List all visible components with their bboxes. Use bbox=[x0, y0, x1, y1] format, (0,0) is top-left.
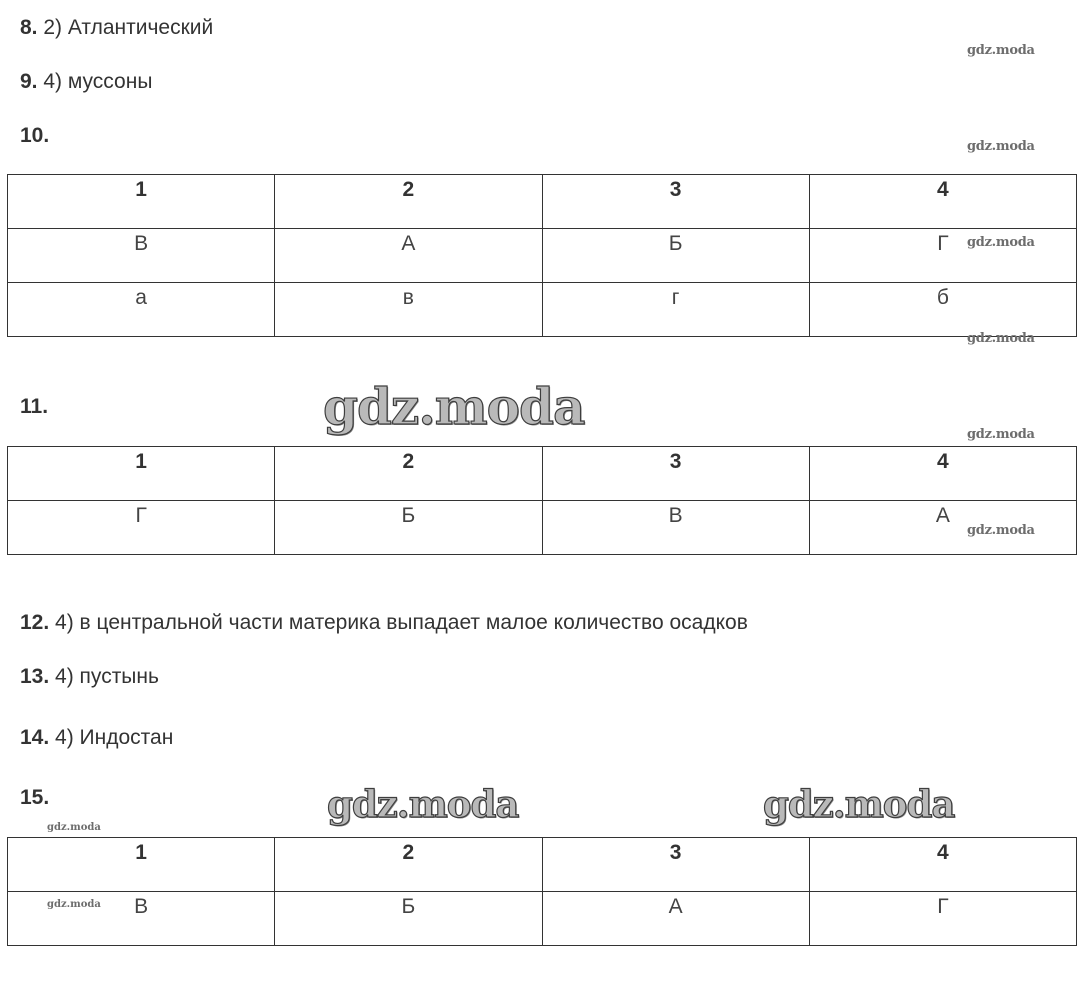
answer-number: 14. bbox=[20, 726, 50, 749]
table-cell: Г bbox=[8, 501, 275, 555]
table-cell: Б bbox=[275, 501, 542, 555]
answer-text: 2) Атлантический bbox=[43, 16, 214, 39]
table-row bbox=[8, 229, 1077, 283]
table-cell: 1 bbox=[8, 838, 275, 892]
watermark: gdz.moda bbox=[327, 782, 519, 826]
watermark: gdz.moda bbox=[967, 139, 1035, 154]
table-cell: 4 bbox=[809, 838, 1076, 892]
answer-8 bbox=[20, 15, 213, 41]
table-row bbox=[8, 892, 1077, 946]
table-cell: 2 bbox=[275, 447, 542, 501]
table-cell: А bbox=[275, 229, 542, 283]
answer-13 bbox=[20, 664, 159, 690]
table-cell: Г bbox=[809, 892, 1076, 946]
table-cell: В bbox=[542, 501, 809, 555]
table-cell: в bbox=[275, 283, 542, 337]
table-cell: 3 bbox=[542, 838, 809, 892]
answer-text: 4) в центральной части материка выпадает малое количество осадков bbox=[55, 611, 748, 634]
answer-12 bbox=[20, 610, 748, 636]
table-cell: а bbox=[8, 283, 275, 337]
table-row bbox=[8, 501, 1077, 555]
answer-14 bbox=[20, 725, 173, 751]
table-cell: В bbox=[8, 892, 275, 946]
watermark: gdz.moda bbox=[47, 822, 101, 833]
watermark: gdz.moda bbox=[763, 782, 955, 826]
watermark: gdz.moda bbox=[967, 523, 1035, 538]
table-cell: А bbox=[809, 501, 1076, 555]
table-header-row bbox=[8, 175, 1077, 229]
answer-table-11 bbox=[7, 446, 1077, 555]
watermark: gdz.moda bbox=[47, 899, 101, 910]
table-cell: 4 bbox=[809, 175, 1076, 229]
table-header-row bbox=[8, 838, 1077, 892]
answer-number: 12. bbox=[20, 611, 50, 634]
watermark: gdz.moda bbox=[967, 235, 1035, 250]
table-cell: Б bbox=[275, 892, 542, 946]
answer-number: 13. bbox=[20, 665, 50, 688]
table-cell: 3 bbox=[542, 447, 809, 501]
answer-text: 4) муссоны bbox=[43, 70, 153, 93]
answer-number: 11. bbox=[20, 395, 49, 418]
answer-number: 15. bbox=[20, 786, 50, 809]
answer-15 bbox=[20, 785, 49, 811]
answer-9 bbox=[20, 69, 152, 95]
answer-11 bbox=[20, 394, 48, 420]
table-cell: Б bbox=[542, 229, 809, 283]
table-cell: В bbox=[8, 229, 275, 283]
watermark: gdz.moda bbox=[967, 331, 1035, 346]
answer-number: 9. bbox=[20, 70, 38, 93]
table-cell: 2 bbox=[275, 838, 542, 892]
watermark: gdz.moda bbox=[323, 377, 585, 436]
table-header-row bbox=[8, 447, 1077, 501]
watermark: gdz.moda bbox=[967, 427, 1035, 442]
answer-table-10 bbox=[7, 174, 1077, 337]
answer-table-15 bbox=[7, 837, 1077, 946]
answer-number: 10. bbox=[20, 124, 50, 147]
answer-text: 4) Индостан bbox=[55, 726, 174, 749]
watermark: gdz.moda bbox=[967, 43, 1035, 58]
table-cell: Г bbox=[809, 229, 1076, 283]
table-row bbox=[8, 283, 1077, 337]
answer-number: 8. bbox=[20, 16, 38, 39]
answer-10 bbox=[20, 123, 49, 149]
table-cell: 4 bbox=[809, 447, 1076, 501]
table-cell: г bbox=[542, 283, 809, 337]
table-cell: 2 bbox=[275, 175, 542, 229]
table-cell: б bbox=[809, 283, 1076, 337]
table-cell: А bbox=[542, 892, 809, 946]
answer-text: 4) пустынь bbox=[55, 665, 159, 688]
table-cell: 1 bbox=[8, 447, 275, 501]
table-cell: 3 bbox=[542, 175, 809, 229]
table-cell: 1 bbox=[8, 175, 275, 229]
